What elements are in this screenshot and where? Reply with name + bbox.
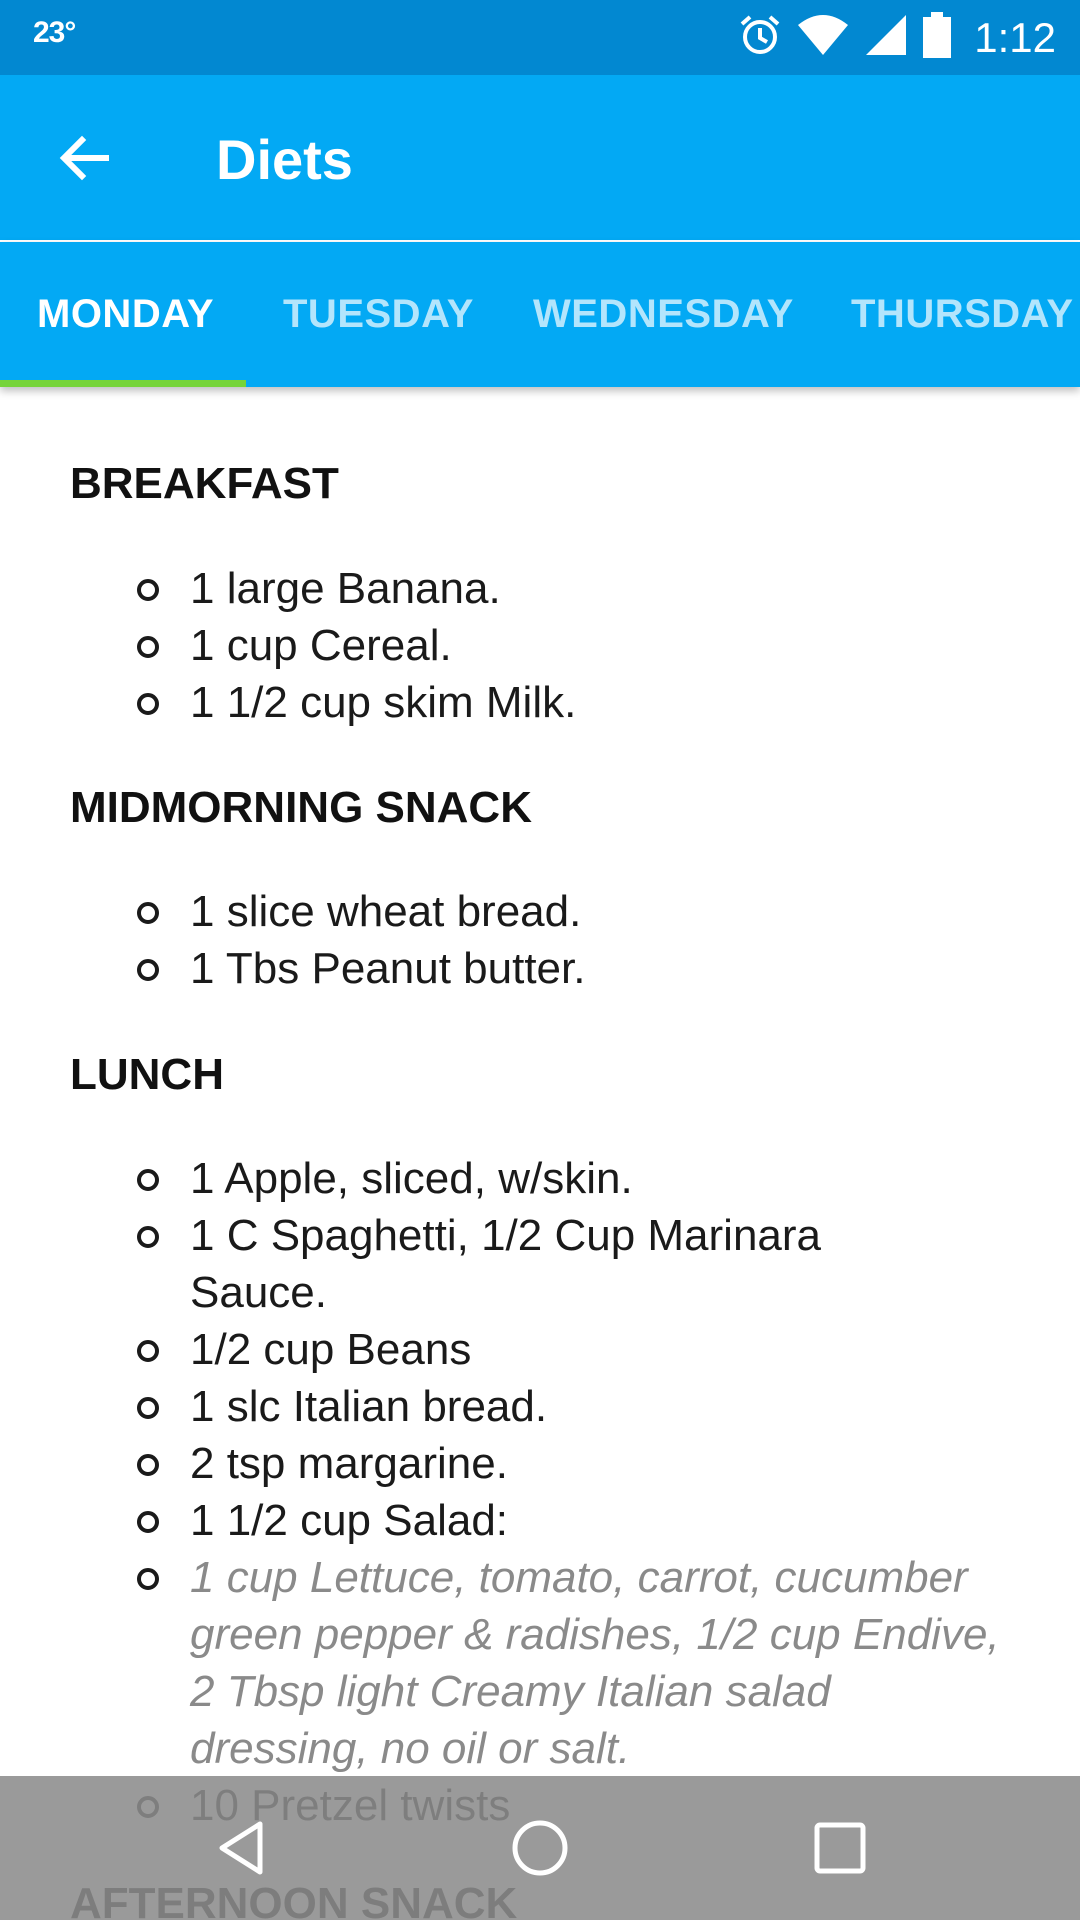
bullet bbox=[137, 1454, 159, 1476]
bullet bbox=[137, 902, 159, 924]
list-item-text: 1 Apple, sliced, w/skin. bbox=[190, 1154, 633, 1203]
list-item-text: 1 cup Cereal. bbox=[190, 621, 452, 670]
section-title-breakfast: BREAKFAST bbox=[70, 459, 339, 508]
list-item bbox=[190, 1378, 1030, 1435]
list-item bbox=[190, 560, 1030, 617]
bullet bbox=[137, 579, 159, 601]
list-item-text: 1 large Banana. bbox=[190, 564, 501, 613]
tab-indicator bbox=[0, 380, 246, 387]
bullet bbox=[137, 1340, 159, 1362]
bullet bbox=[137, 1397, 159, 1419]
list-item-text: 1 1/2 cup Salad: bbox=[190, 1496, 509, 1545]
list-item bbox=[190, 1492, 1030, 1549]
list-item-text: 1 cup Lettuce, tomato, carrot, cucumber green pepper & radishes, 1/2 cup Endive, 2 Tbsp light Creamy Italian salad dressing, no oil or salt. bbox=[190, 1553, 1000, 1773]
list-item bbox=[190, 674, 1030, 731]
signal-icon bbox=[864, 13, 908, 62]
bullet bbox=[137, 693, 159, 715]
nav-home-icon[interactable] bbox=[508, 1816, 572, 1880]
list-item-text: 2 tsp margarine. bbox=[190, 1439, 508, 1488]
list-item-text: 1 1/2 cup skim Milk. bbox=[190, 678, 577, 727]
alarm-icon bbox=[738, 13, 782, 62]
list-item bbox=[190, 1549, 1020, 1777]
bullet bbox=[137, 959, 159, 981]
list-item bbox=[190, 617, 1030, 674]
wifi-icon bbox=[796, 13, 850, 62]
list-item bbox=[190, 940, 1030, 997]
list-item bbox=[190, 883, 1030, 940]
status-icons bbox=[738, 0, 1056, 75]
list-item-text: 1/2 cup Beans bbox=[190, 1325, 472, 1374]
nav-recents-icon[interactable] bbox=[808, 1816, 872, 1880]
section-title-lunch: LUNCH bbox=[70, 1050, 224, 1099]
tab-tuesday[interactable]: TUESDAY bbox=[283, 292, 474, 336]
section-title-midmorning-snack: MIDMORNING SNACK bbox=[70, 783, 532, 832]
arrow-back-icon[interactable] bbox=[56, 130, 112, 186]
page-title: Diets bbox=[216, 128, 353, 191]
app-bar bbox=[0, 75, 1080, 240]
battery-icon bbox=[922, 12, 952, 63]
list-item-text: 1 C Spaghetti, 1/2 Cup Marinara Sauce. bbox=[190, 1211, 822, 1317]
day-tabs bbox=[0, 242, 1080, 387]
status-bar bbox=[0, 0, 1080, 75]
list-item bbox=[190, 1150, 1030, 1207]
nav-back-icon[interactable] bbox=[210, 1816, 274, 1880]
bullet bbox=[137, 636, 159, 658]
bullet bbox=[137, 1226, 159, 1248]
diet-content[interactable] bbox=[0, 387, 1080, 1776]
bullet bbox=[137, 1511, 159, 1533]
bullet bbox=[137, 1568, 159, 1590]
list-item bbox=[190, 1321, 1030, 1378]
tab-wednesday[interactable]: WEDNESDAY bbox=[533, 292, 794, 336]
list-item-text: 1 Tbs Peanut butter. bbox=[190, 944, 586, 993]
navigation-bar bbox=[0, 1776, 1080, 1920]
bullet bbox=[137, 1169, 159, 1191]
tab-monday[interactable]: MONDAY bbox=[37, 292, 215, 336]
tab-thursday[interactable]: THURSDAY bbox=[851, 292, 1074, 336]
list-item-text: 1 slc Italian bread. bbox=[190, 1382, 548, 1431]
clock: 1:12 bbox=[974, 13, 1056, 61]
list-item-text: 1 slice wheat bread. bbox=[190, 887, 582, 936]
list-item bbox=[190, 1207, 890, 1321]
weather-temperature: 23° bbox=[33, 16, 76, 49]
list-item bbox=[190, 1435, 1030, 1492]
